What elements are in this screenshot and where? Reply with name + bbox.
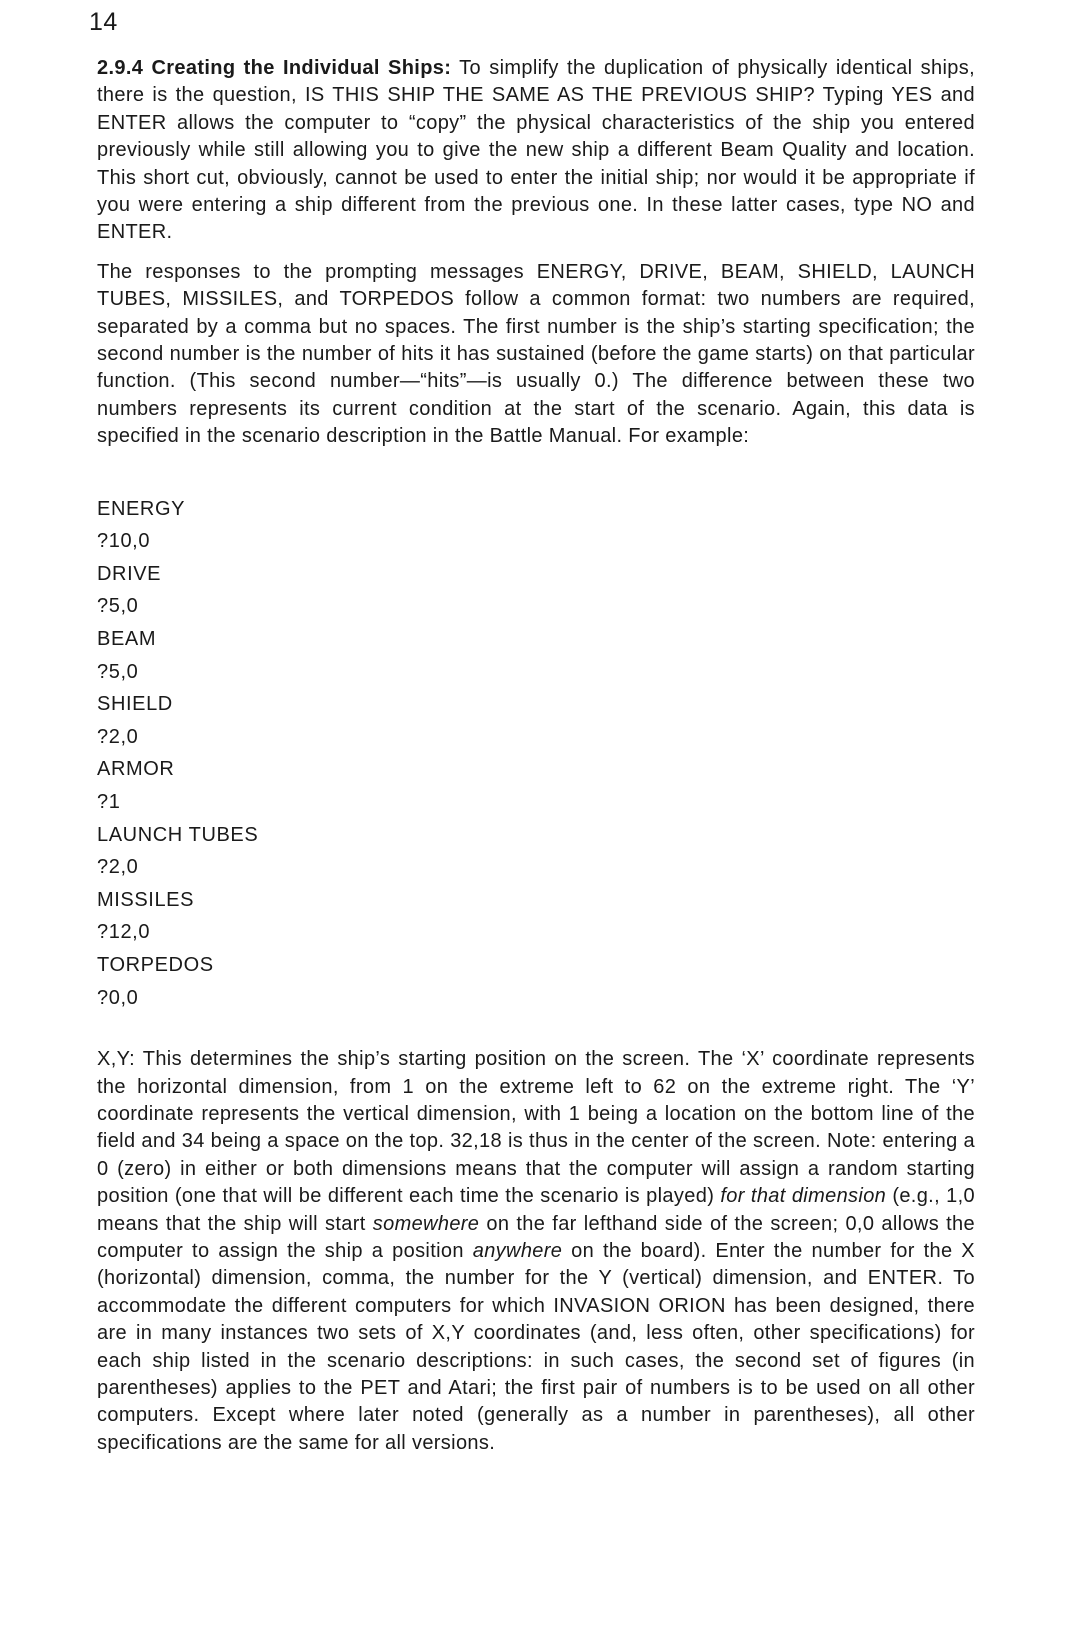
paragraph-prompt-format: The responses to the prompting messages ENERGY, DRIVE, BEAM, SHIELD, LAUNCH TUBES, MISSILES, and TORPEDOS follow a common format: two numbers are required, separated by a comma but no spaces. The first number is the ship’s starting specification; the second number is the number of hits it has sustained (before the game starts) on that particular function. (This second number—“hits”—is usually 0.) The difference between these two numbers represents its current condition at the start of the scenario. Again, this data is specified in the scenario description in the Battle Manual. For example:: [97, 260, 975, 448]
xy-italic-anywhere: anywhere: [472, 1240, 563, 1263]
example-line-shield: SHIELD: [97, 693, 173, 716]
example-line-shield-value: ?2,0: [97, 725, 139, 748]
example-line-missiles: MISSILES: [97, 888, 195, 911]
example-line-beam: BEAM: [97, 628, 157, 651]
xy-text-part4: on the board). Enter the number for the X (horizontal) dimension, comma, the number for the Y (vertical) dimension, and ENTER. To accommodate the different computers for which INVASION ORION has been designed, there are in many instances two sets of X,Y coordinates (and, less often, other specifications) for each ship listed in the scenario descriptions: in such cases, the second set of figures (in parentheses) applies to the PET and Atari; the first pair of numbers is to be used on all other computers. Except where later noted (generally as a number in parentheses), all other specifications are the same for all versions.: [97, 1240, 975, 1454]
xy-italic-somewhere: somewhere: [372, 1212, 480, 1235]
example-line-missiles-value: ?12,0: [97, 921, 151, 944]
example-block: [97, 493, 975, 1015]
page-body: [97, 55, 975, 1457]
xy-text-part3: on the far lefthand side of the screen; 0,0 allows the computer to assign the ship a position: [97, 1212, 975, 1263]
paragraph-xy-coordinates: [97, 1046, 975, 1457]
example-line-torpedos-value: ?0,0: [97, 986, 139, 1009]
section-heading: 2.9.4 Creating the Individual Ships:: [97, 57, 452, 79]
example-line-torpedos: TORPEDOS: [97, 954, 214, 976]
example-line-drive-value: ?5,0: [97, 595, 139, 618]
xy-italic-for-that-dimension: for that dimension: [720, 1185, 887, 1208]
example-line-drive: DRIVE: [97, 562, 162, 585]
paragraph-text: To simplify the duplication of physically identical ships, there is the question, IS THIS SHIP THE SAME AS THE PREVIOUS SHIP? Typing YES and ENTER allows the computer to “copy” the physical characteristics of the ship you entered previously while still allowing you to give the new ship a different Beam Quality and location. This short cut, obviously, cannot be used to enter the initial ship; nor would it be appropriate if you were entering a ship different from the previous one. In these latter cases, type NO and ENTER.: [97, 57, 975, 244]
example-line-armor-value: ?1: [97, 791, 121, 814]
xy-text-part1: X,Y: This determines the ship’s starting position on the screen. The ‘X’ coordinate represents the horizontal dimension, from 1 on the extreme left to 62 on the extreme right. The ‘Y’ coordinate represents the vertical dimension, with 1 being a location on the bottom line of the field and 34 being a space on the top. 32,18 is thus in the center of the screen. Note: entering a 0 (zero) in either or both dimensions means that the computer will assign a random starting position (one that will be different each time the scenario is played): [97, 1048, 975, 1208]
example-line-armor: ARMOR: [97, 758, 175, 781]
example-line-launch-tubes: LAUNCH TUBES: [97, 823, 259, 846]
example-line-beam-value: ?5,0: [97, 660, 139, 683]
example-line-energy-value: ?10,0: [97, 530, 151, 553]
paragraph-creating-ships: [97, 55, 975, 247]
xy-text-part2: (e.g., 1,0 means that the ship will start: [97, 1185, 975, 1235]
page-number: 14: [89, 8, 118, 36]
example-line-energy: ENERGY: [97, 497, 186, 520]
example-line-launch-tubes-value: ?2,0: [97, 856, 139, 879]
